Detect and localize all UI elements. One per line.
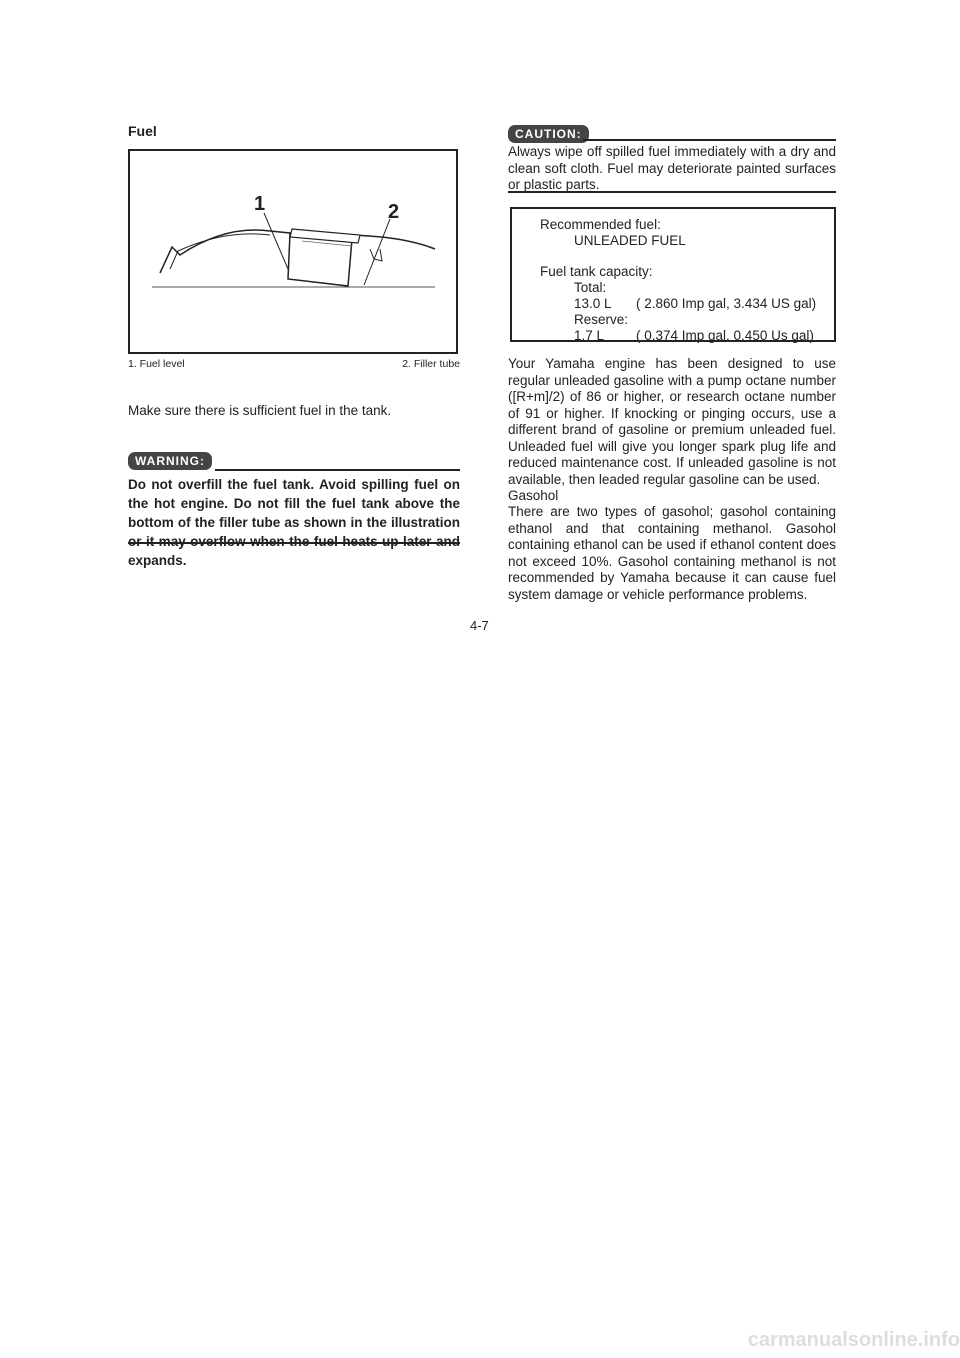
gasohol-paragraph: There are two types of gasohol; gasohol containing ethanol and that containing methanol. Gasohol containing ethanol can be used if ethanol content does not exceed 10%. Gasohol containing methanol is not recommended by Yamaha because it can cause fuel system damage or vehicle performance problems. xyxy=(508,504,836,602)
total-label: Total: xyxy=(574,280,607,295)
recommended-fuel-value: UNLEADED FUEL xyxy=(574,233,686,248)
engine-paragraph: Your Yamaha engine has been designed to use regular unleaded gasoline with a pump octane number ([R+m]/2) of 86 or higher, or research octane number of 91 or higher. If knocking or pinging occurs, use a different brand of gasoline or premium unleaded fuel. Unleaded fuel will give you longer spark plug life and reduced maintenance cost. If unleaded gasoline is not available, then leaded regular gasoline can be used. xyxy=(508,356,836,487)
caption-fuel-level: 1. Fuel level xyxy=(128,358,185,370)
caution-bottom-rule xyxy=(508,191,836,193)
fuel-tank-illustration xyxy=(128,149,458,354)
callout-2: 2 xyxy=(388,201,400,223)
intro-text: Make sure there is sufficient fuel in the tank. xyxy=(128,403,392,418)
caution-top-rule xyxy=(583,139,836,141)
recommended-fuel-label: Recommended fuel: xyxy=(540,217,661,232)
total-liters: 13.0 L xyxy=(574,296,612,311)
reserve-label: Reserve: xyxy=(574,312,629,327)
warning-text: Do not overfill the fuel tank. Avoid spilling fuel on the hot engine. Do not fill the fuel tank above the bottom of the filler tube as shown in the illustration or it may overflow when the fuel heats up later and expands. xyxy=(128,477,460,568)
warning-bottom-rule xyxy=(128,542,460,544)
total-gallons: ( 2.860 Imp gal, 3.434 US gal) xyxy=(636,296,817,311)
warning-top-rule xyxy=(215,469,460,471)
fuel-spec-box xyxy=(510,207,836,342)
caption-filler-tube: 2. Filler tube xyxy=(402,358,460,370)
gasohol-title: Gasohol xyxy=(508,488,559,503)
page-number: 4-7 xyxy=(470,618,489,633)
reserve-liters: 1.7 L xyxy=(574,328,605,343)
reserve-gallons: ( 0.374 Imp gal, 0.450 Us gal) xyxy=(636,328,814,343)
caution-text: Always wipe off spilled fuel immediately with a dry and clean soft cloth. Fuel may deteriorate painted surfaces or plastic parts. xyxy=(508,144,836,192)
caution-label: CAUTION: xyxy=(508,125,589,143)
tank-capacity-label: Fuel tank capacity: xyxy=(540,264,653,279)
section-title: Fuel xyxy=(128,123,157,139)
watermark: carmanualsonline.info xyxy=(747,1329,960,1351)
warning-label: WARNING: xyxy=(128,452,212,470)
fuel-tank-diagram xyxy=(130,151,456,352)
callout-1: 1 xyxy=(254,193,266,215)
